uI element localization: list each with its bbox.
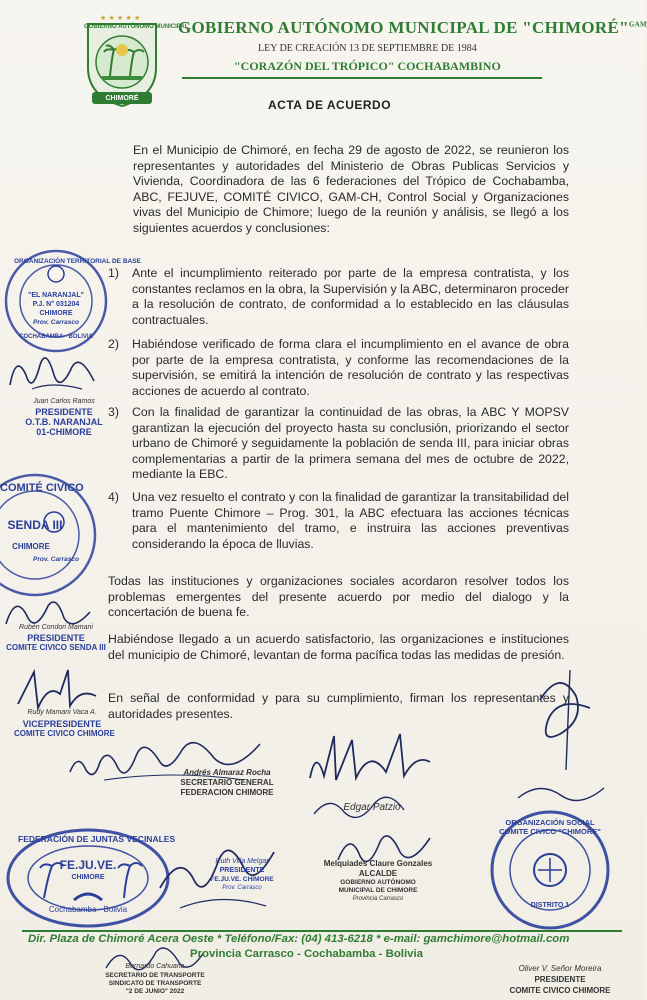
document-title: ACTA DE ACUERDO — [268, 98, 392, 112]
otb-stamp-line2: P.J. N° 031204 — [32, 301, 80, 308]
otb-president-role1: PRESIDENTE — [35, 407, 93, 417]
transport-role3: "2 DE JUNIO" 2022 — [125, 988, 185, 995]
fejuve-stamp-sub: CHIMORE — [71, 874, 105, 881]
mayor-role1: ALCALDE — [358, 869, 398, 878]
otb-stamp-bottom: COCHABAMBA - BOLIVIA — [19, 334, 93, 340]
right-signature-icon — [500, 660, 620, 810]
org-social-stamp-ring: ORGANIZACIÓN SOCIAL COMITE CIVICO "CHIMORE" — [499, 818, 601, 836]
secretary-name: Andrés Almaraz Rocha — [183, 768, 271, 777]
otb-stamp-line1: "EL NARANJAL" — [28, 292, 84, 299]
transport-name: Bernardo Cahuana — [125, 963, 185, 970]
crest-top-text: GOBIERNO AUTÓNOMO MUNICIPAL — [84, 24, 189, 30]
mayor-name: Melquiades Claure Gonzales — [323, 859, 433, 868]
extra-signer-name: Edgar Patzio — [343, 802, 401, 813]
civico-stamp-line2: CHIMORE — [12, 542, 50, 551]
svg-text:★ ★ ★ ★ ★: ★ ★ ★ ★ ★ — [100, 14, 141, 22]
item-text: Habiéndose verificado de forma clara el incumplimiento en el avance de obra por parte de la empresa contratista, y conforme las recomendaciones de la supervisión, se emitirá la intención de resolución de contrato y las respectivas acciones de acuerdo al contrato. — [132, 337, 569, 398]
org-social-stamp-bottom: DISTRITO 1 — [530, 902, 570, 909]
signing-paragraph: En señal de conformidad y para su cumplimiento, firman los representantes y autoridades presentes. — [108, 691, 569, 721]
fejuve-stamp-center: FE.JU.VE. — [59, 858, 117, 872]
senda-president-name: Rubén Condori Mamani — [19, 624, 93, 631]
item-number: 3) — [108, 405, 119, 419]
item-number: 4) — [108, 490, 119, 504]
crest-bottom-text: CHIMORÉ — [105, 95, 139, 102]
otb-president-role2: O.T.B. NARANJAL — [25, 417, 103, 427]
header-slogan: "CORAZÓN DEL TRÓPICO" COCHABAMBINO — [234, 59, 501, 73]
otb-signature-icon — [2, 345, 112, 405]
civico-vice-name: Rudy Mamani Vaca A. — [27, 709, 97, 716]
otb-stamp-ring: ORGANIZACIÓN TERRITORIAL DE BASE — [14, 258, 141, 265]
item-text: Ante el incumplimiento reiterado por parte de la empresa contratista, y los constantes reclamos en la obra, la Supervisión y la ABC, determinaron proceder a la resolución de contrato, de conformidad a lo establecido en las cláusulas contractuales. — [132, 266, 569, 327]
fejuve-stamp-bottom: Cochabamba - Bolivia — [48, 905, 128, 914]
civico-vice-role1: VICEPRESIDENTE — [22, 719, 102, 729]
item-text: Con la finalidad de garantizar la continuidad de las obras, la ABC Y MOPSV garantizan la ejecución del proyecto hasta su conclusión, priorizando el sector urbano de Chimoré y seguidamente la población de senda III, para iniciar obras complementarias a partir de la primera semana del mes de octubre de 2022, mediante la EBC. — [132, 405, 569, 482]
institutions-paragraph: Todas las instituciones y organizaciones sociales acordaron resolver todos los problemas emergentes del presente acuerdo por medio del dialogo y la concertación de buena fe. — [108, 574, 569, 620]
fejuve-president-role2: FE.JU.VE. CHIMORE — [210, 876, 274, 883]
header-law: LEY DE CREACIÓN 13 DE SEPTIEMBRE DE 1984 — [258, 43, 477, 54]
fejuve-president-signature-icon — [150, 822, 290, 926]
otb-president-role3: 01-CHIMORE — [36, 427, 92, 437]
civico-stamp-line1: SENDA III — [7, 518, 63, 532]
otb-president-name: Juan Carlos Ramos — [33, 398, 95, 405]
civico-stamp-line3: Prov. Carrasco — [33, 556, 79, 563]
fejuve-president-name: Ruth Villa Melgar — [215, 858, 269, 865]
transport-role2: SINDICATO DE TRANSPORTE — [108, 980, 202, 987]
footer-region: Provincia Carrasco - Cochabamba - Bolivia — [190, 948, 423, 960]
org-president-role2: COMITE CIVICO CHIMORE — [509, 986, 611, 995]
footer-address: Dir. Plaza de Chimoré Acera Oeste * Teléfono/Fax: (04) 413-6218 * e-mail: gamchimore@hotmail.com — [28, 933, 570, 945]
civico-stamp-ring: COMITÉ CIVICO — [0, 482, 84, 494]
item-number: 1) — [108, 266, 119, 280]
footer-divider — [22, 930, 622, 932]
otb-stamp-line3: CHIMORE — [39, 310, 73, 317]
otb-stamp-line4: Prov. Carrasco — [33, 319, 79, 326]
intro-paragraph: En el Municipio de Chimoré, en fecha 29 de agosto de 2022, se reunieron los representantes y autoridades del Ministerio de Obras Publicas Servicios y Vivienda, Coordinadora de las 6 federaciones del Trópico de Cochabamba, ABC, FEJUVE, COMITÉ CIVICO, GAM-CH, Control Social y Organizaciones vivas del Municipio de Chimore; luego de la reunión y análisis, se llegó a los siguientes acuerdos y conclusiones: — [133, 143, 569, 235]
header-title-mark: GAM — [628, 20, 647, 29]
header-divider — [182, 77, 542, 79]
header-title: GOBIERNO AUTÓNOMO MUNICIPAL DE "CHIMORÉ"$^{GAM}$ — [178, 18, 647, 37]
agreement-paragraph: Habiéndose llegado a un acuerdo satisfactorio, las organizaciones e instituciones del municipio de Chimoré, levantan de forma pacífica todas las medidas de presión. — [108, 632, 569, 662]
fejuve-stamp-ring: FEDERACIÓN DE JUNTAS VECINALES — [18, 834, 176, 844]
civico-vice-role2: COMITE CIVICO CHIMORE — [14, 729, 115, 738]
secretary-role2: FEDERACION CHIMORE — [180, 788, 274, 797]
item-number: 2) — [108, 337, 119, 351]
item-text: Una vez resuelto el contrato y con la finalidad de garantizar la transitabilidad del tramo Puente Chimore – Prog. 301, la ABC efectuara las acciones técnicas para el mantenimiento del tramo, e instruira las acciones preventivas considerando la época de lluvias. — [132, 490, 569, 551]
mayor-role4: Provincia Carrasco — [352, 896, 404, 902]
secretary-role1: SECRETARIO GENERAL — [180, 778, 274, 787]
org-president-role1: PRESIDENTE — [534, 975, 586, 984]
fejuve-president-role3: Prov. Carrasco — [222, 885, 262, 891]
transport-role1: SECRETARIO DE TRANSPORTE — [105, 972, 205, 979]
senda-president-role2: COMITE CIVICO SENDA III — [6, 643, 106, 652]
mayor-role2: GOBIERNO AUTÓNOMO — [340, 879, 416, 886]
fejuve-president-role1: PRESIDENTE — [219, 867, 265, 874]
mayor-role3: MUNICIPAL DE CHIMORE — [338, 887, 418, 894]
senda-president-role1: PRESIDENTE — [27, 633, 85, 643]
org-president-name: Oliver V. Señor Moreira — [518, 964, 602, 973]
